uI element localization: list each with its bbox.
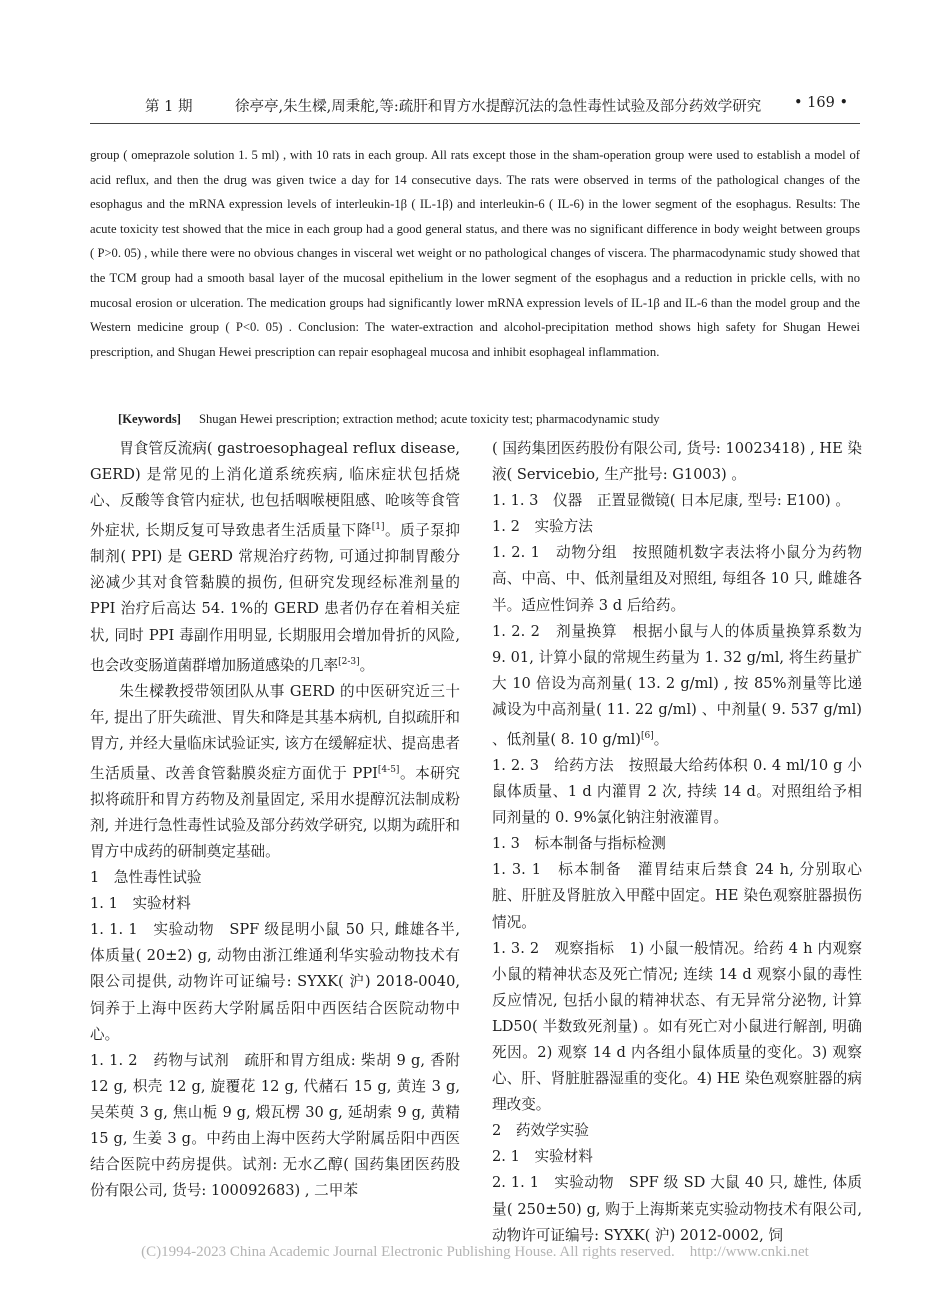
paragraph: 1. 1. 2 药物与试剂 疏肝和胃方组成: 柴胡 9 g, 香附 12 g, 枳壳 12 g, 旋覆花 12 g, 代赭石 15 g, 黄连 3 g, 吴茱萸 3 g, 焦山栀 9 g, 煅瓦楞 30 g, 延胡索 9 g, 黄精 15 g, 生姜 3 g。中药由上海中医药大学附属岳阳中西医结合医院中药房提供。试剂: 无水乙醇( 国药集团医药股份有限公司, 货号: 100092683) , 二甲苯 [90,1051,460,1200]
subsection-heading: 1. 1 实验材料 [90,895,191,913]
paragraph: 朱生樑教授带领团队从事 GERD 的中医研究近三十年, 提出了肝失疏泄、胃失和降是其基本病机, 自拟疏肝和胃方, 并经大量临床试验证实, 该方在缓解症状、提高患者生活质量、改善食管黏膜炎症方面优于 PPI[4-5]。本研究拟将疏肝和胃方药物及剂量固定, 采用水提醇沉法制成粉剂, 并进行急性毒性试验及部分药效学研究, 以期为疏肝和胃方中成药的研制奠定基础。 [90,682,460,860]
keywords-label: [Keywords] [118,412,181,426]
citation: [6] [640,731,654,742]
paragraph: 胃食管反流病( gastroesophageal reflux disease, GERD) 是常见的上消化道系统疾病, 临床症状包括烧心、反酸等食管内症状, 也包括咽喉梗阻感、呛咳等食管外症状, 长期反复可导致患者生活质量下降[1]。质子泵抑制剂( PPI) 是 GERD 常规治疗药物, 可通过抑制胃酸分泌减少其对食管黏膜的损伤, 但研究发现经标准剂量的 PPI 治疗后高达 54. 1%的 GERD 患者仍存在着相关症状, 同时 PPI 毒副作用明显, 长期服用会增加骨折的风险, 也会改变肠道菌群增加肠道感染的几率[2-3]。 [90,440,460,674]
running-header [90,95,860,123]
citation: [1] [371,522,385,533]
copyright-footer: (C)1994-2023 China Academic Journal Electronic Publishing House. All rights reserved. http://www.cnki.net [141,1244,809,1260]
abstract-section [90,143,860,364]
citation: [2-3] [338,656,360,667]
paragraph: 1. 1. 1 实验动物 SPF 级昆明小鼠 50 只, 雌雄各半, 体质量( 20±2) g, 动物由浙江维通利华实验动物技术有限公司提供, 动物许可证编号: SYXK( 沪) 2018-0040, 饲养于上海中医药大学附属岳阳中西医结合医院动物中心。 [90,921,460,1043]
keywords-line [118,412,878,427]
paragraph: 1. 1. 3 仪器 正置显微镜( 日本尼康, 型号: E100) 。 [492,492,850,510]
issue-number: 第 1 期 [145,99,193,115]
left-column [90,436,460,1204]
paragraph: ( 国药集团医药股份有限公司, 货号: 10023418) , HE 染液( Servicebio, 生产批号: G1003) 。 [492,440,862,484]
keywords-text: Shugan Hewei prescription; extraction method; acute toxicity test; pharmacodynamic study [198,412,660,426]
paragraph: 1. 3. 1 标本制备 灌胃结束后禁食 24 h, 分别取心脏、肝脏及肾脏放入甲醛中固定。HE 染色观察脏器损伤情况。 [492,861,862,931]
paragraph: 2. 1. 1 实验动物 SPF 级 SD 大鼠 40 只, 雄性, 体质量( 250±50) g, 购于上海斯莱克实验动物技术有限公司, 动物许可证编号: SYXK( 沪) 2012-0002, 饲 [492,1174,862,1244]
section-heading: 2 药效学实验 [492,1122,589,1140]
subsection-heading: 2. 1 实验材料 [492,1148,593,1166]
subsection-heading: 1. 3 标本制备与指标检测 [492,835,666,853]
header-divider [90,123,860,124]
paragraph: 1. 2. 2 剂量换算 根据小鼠与人的体质量换算系数为 9. 01, 计算小鼠的常规生药量为 1. 32 g/ml, 将生药量扩大 10 倍设为高剂量( 13. 2 g/ml) , 按 85%剂量等比递减设为中高剂量( 11. 22 g/ml) 、中剂量( 9. 537 g/ml) 、低剂量( 8. 10 g/ml)[6]。 [492,622,862,748]
section-heading: 1 急性毒性试验 [90,869,202,887]
page-number: • 169 • [794,95,848,111]
citation: [4-5] [377,764,400,775]
running-title: 徐亭亭,朱生樑,周秉舵,等:疏肝和胃方水提醇沉法的急性毒性试验及部分药效学研究 [235,99,762,115]
paragraph: 1. 2. 1 动物分组 按照随机数字表法将小鼠分为药物高、中高、中、低剂量组及对照组, 每组各 10 只, 雌雄各半。适应性饲养 3 d 后给药。 [492,544,862,614]
abstract-text: group ( omeprazole solution 1. 5 ml) , with 10 rats in each group. All rats except those in the sham-operation group were used to establish a model of acid reflux, and then the drug was given twice a day for 14 consecutive days. The rats were observed in terms of the pathological changes of the esophagus and the mRNA expression levels of interleukin-1β ( IL-1β) and interleukin-6 ( IL-6) in the lower segment of the esophagus. Results: The acute toxicity test showed that the mice in each group had a good general status, and there was no significant difference in body weight between groups ( P>0. 05) , while there were no obvious changes in visceral wet weight or no pathological changes of viscera. The pharmacodynamic study showed that the TCM group had a smooth basal layer of the mucosal epithelium in the lower segment of the esophagus and a reduction in prickle cells, with no mucosal erosion or ulceration. The medication groups had significantly lower mRNA expression levels of IL-1β and IL-6 than the model group and the Western medicine group ( P<0. 05) . Conclusion: The water-extraction and alcohol-precipitation method shows high safety for Shugan Hewei prescription, and Shugan Hewei prescription can repair esophageal mucosa and inhibit esophageal inflammation. [90,148,860,359]
paragraph: 1. 3. 2 观察指标 1) 小鼠一般情况。给药 4 h 内观察小鼠的精神状态及死亡情况; 连续 14 d 观察小鼠的毒性反应情况, 包括小鼠的精神状态、有无异常分泌物, 计算 LD50( 半数致死剂量) 。如有死亡对小鼠进行解剖, 明确死因。2) 观察 14 d 内各组小鼠体质量的变化。3) 观察心、肝、肾脏脏器湿重的变化。4) HE 染色观察脏器的病理改变。 [492,939,862,1114]
subsection-heading: 1. 2 实验方法 [492,518,593,536]
paragraph: 1. 2. 3 给药方法 按照最大给药体积 0. 4 ml/10 g 小鼠体质量、1 d 内灌胃 2 次, 持续 14 d。对照组给予相同剂量的 0. 9%氯化钠注射液灌胃。 [492,756,862,827]
right-column [492,436,862,1249]
